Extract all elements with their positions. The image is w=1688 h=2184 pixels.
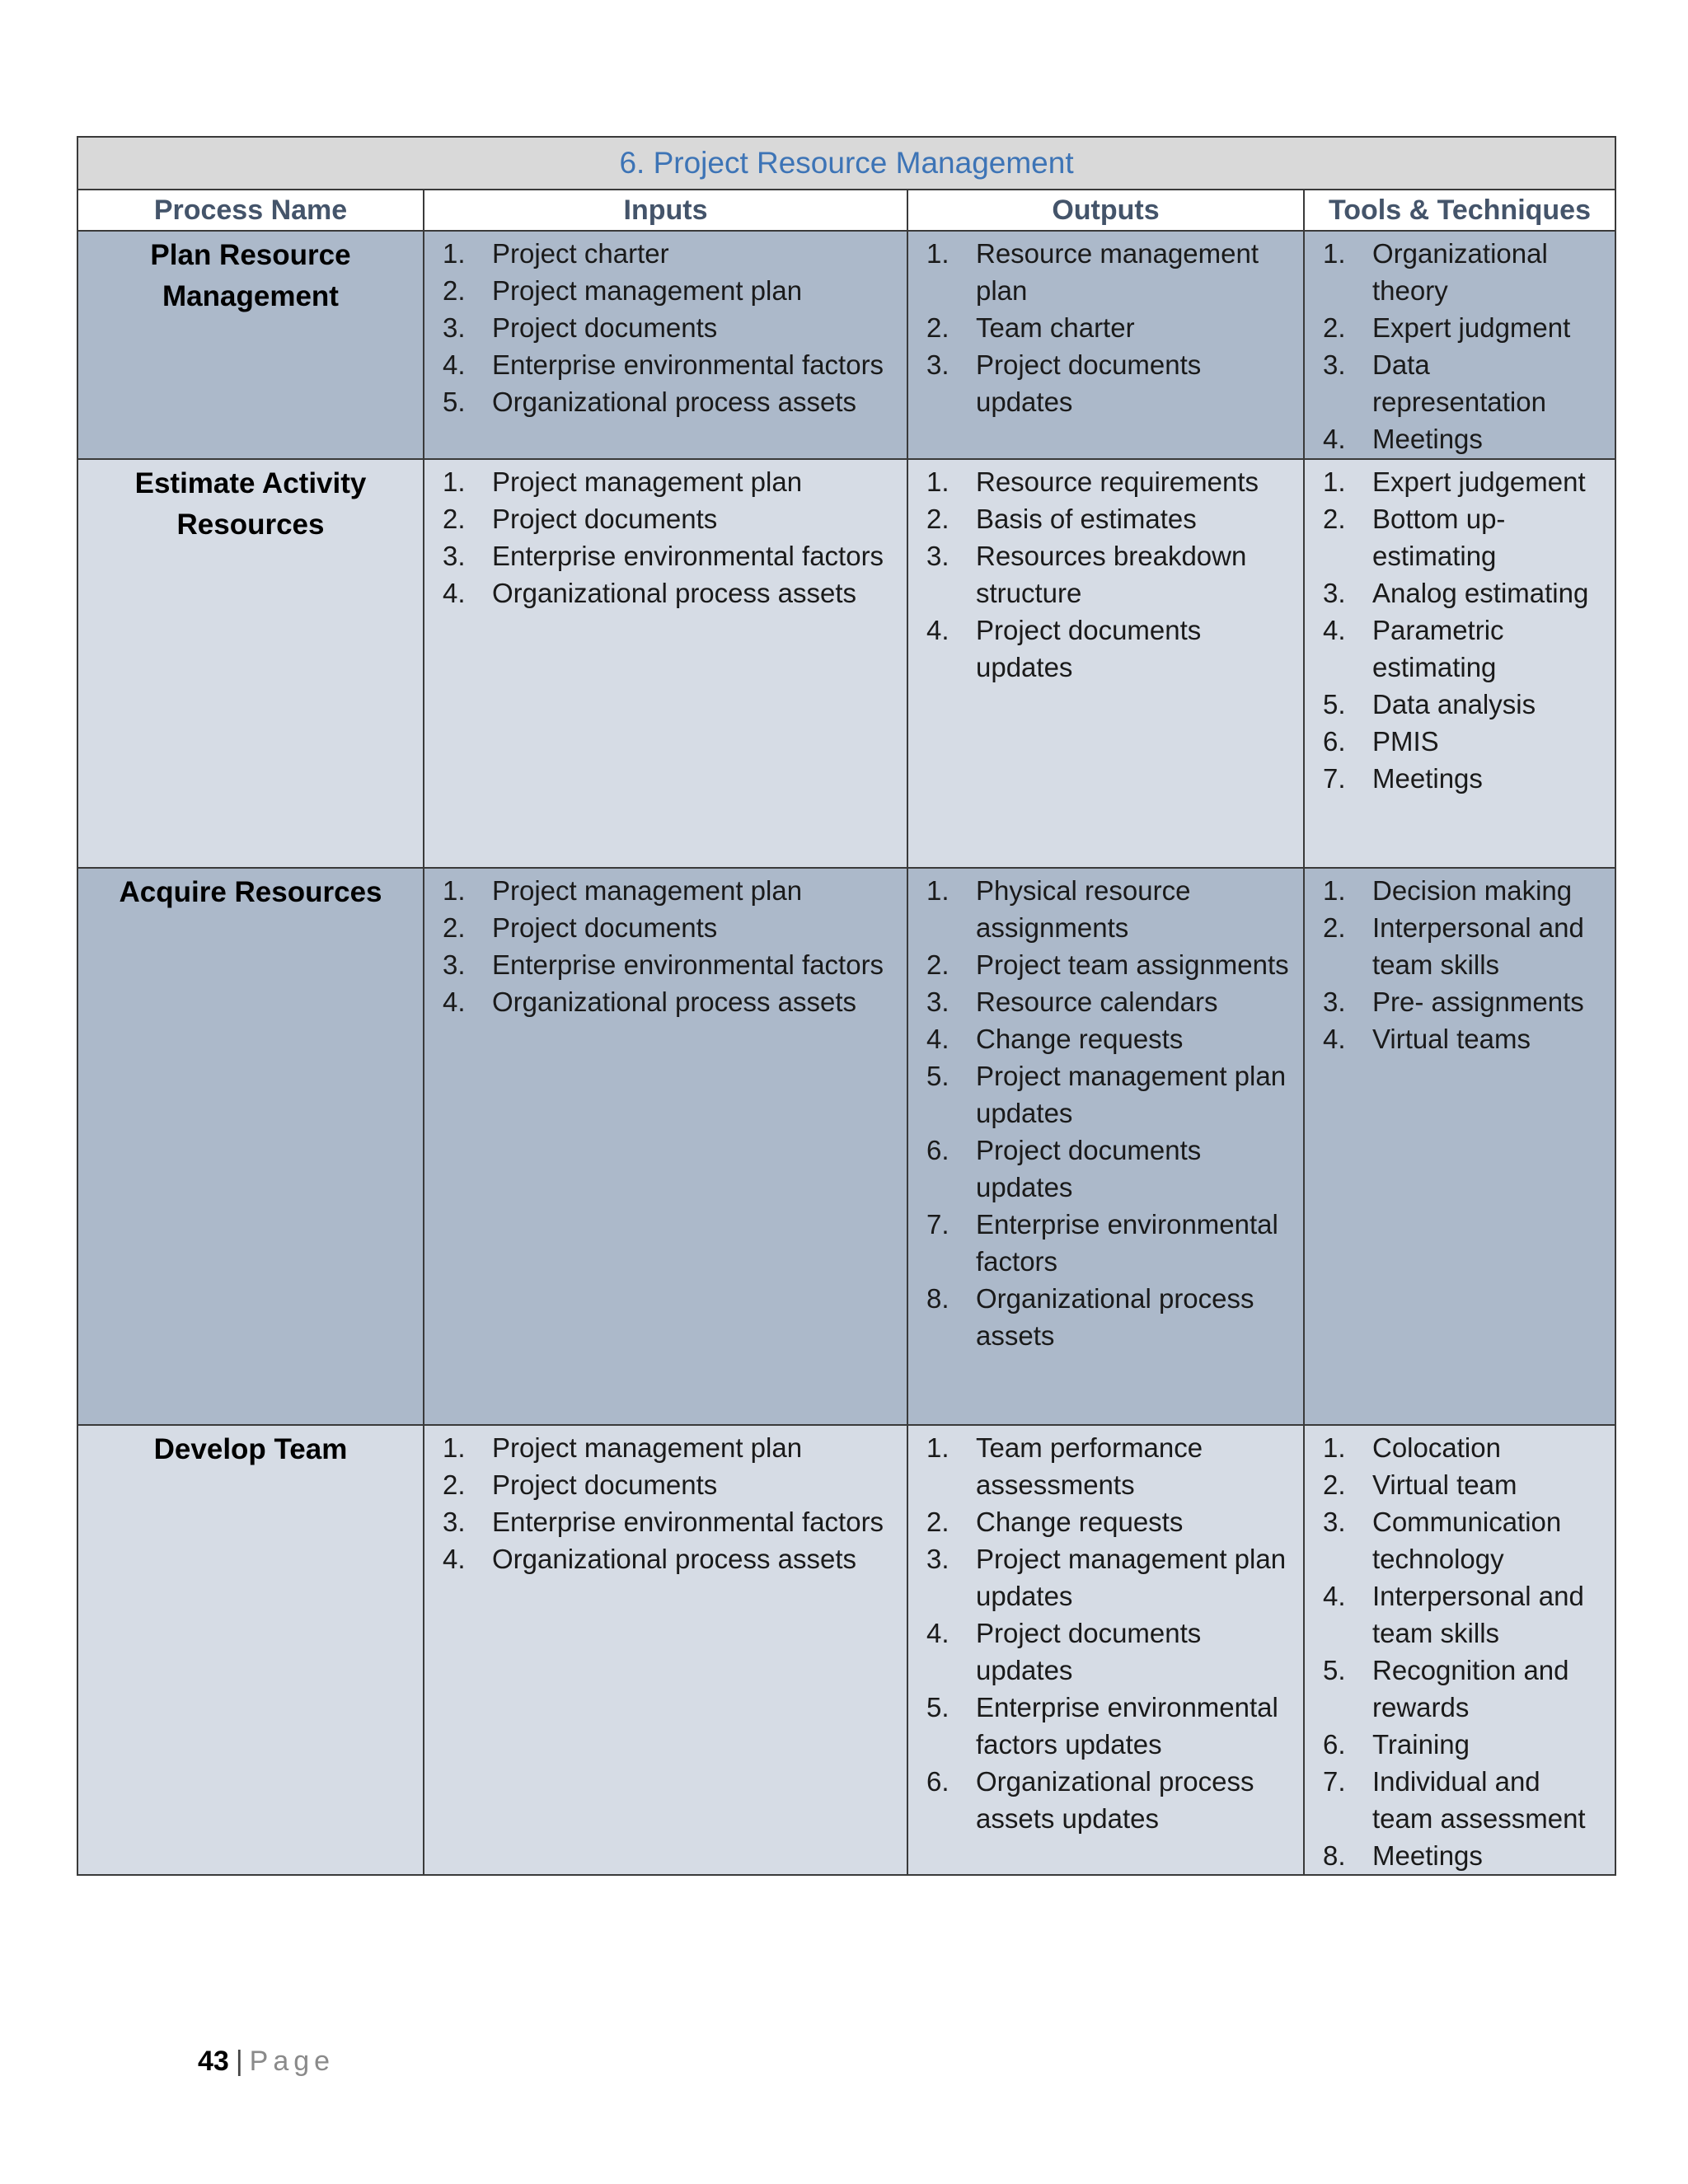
- list-item: [1323, 1577, 1608, 1652]
- list-item-number: 4.: [1323, 1581, 1346, 1611]
- list-item-text: Project documents updates: [976, 1618, 1202, 1685]
- inputs-list: [424, 1426, 907, 1577]
- list-item-text: Meetings: [1372, 424, 1483, 454]
- list-item-number: 8.: [1323, 1840, 1346, 1871]
- list-item-number: 2.: [443, 912, 466, 943]
- list-item-number: 4.: [443, 1544, 466, 1574]
- list-item: [443, 235, 900, 272]
- list-item: [926, 1020, 1296, 1057]
- inputs-cell: [424, 459, 907, 868]
- list-item-text: Resources breakdown structure: [976, 541, 1247, 608]
- list-item: [926, 983, 1296, 1020]
- process-name-cell: Acquire Resources: [77, 868, 424, 1425]
- list-item: [926, 1057, 1296, 1132]
- list-item: [443, 537, 900, 574]
- list-item-number: 3.: [443, 949, 466, 980]
- list-item-text: Training: [1372, 1729, 1470, 1760]
- list-item: [1323, 612, 1608, 686]
- table-row: [77, 459, 1615, 868]
- list-item-text: Bottom up-estimating: [1372, 504, 1506, 571]
- list-item-number: 3.: [926, 541, 950, 571]
- resource-management-table: [77, 136, 1616, 1876]
- list-item: [926, 872, 1296, 946]
- list-item-number: 7.: [1323, 1766, 1346, 1797]
- table-title: 6. Project Resource Management: [77, 137, 1615, 190]
- list-item-number: 4.: [443, 578, 466, 608]
- list-item-number: 3.: [443, 541, 466, 571]
- list-item: [443, 1503, 900, 1540]
- list-item-number: 3.: [1323, 578, 1346, 608]
- list-item: [926, 612, 1296, 686]
- list-item-text: Enterprise environmental factors updates: [976, 1692, 1278, 1760]
- outputs-cell: [907, 459, 1304, 868]
- list-item: [926, 1615, 1296, 1689]
- list-item-text: Project documents updates: [976, 1135, 1202, 1202]
- list-item-text: Project documents: [492, 504, 718, 534]
- list-item-text: Individual and team assessment: [1372, 1766, 1586, 1834]
- list-item-text: Recognition and rewards: [1372, 1655, 1569, 1722]
- list-item: [926, 500, 1296, 537]
- tools-list: [1305, 460, 1615, 797]
- list-item-text: Organizational process assets updates: [976, 1766, 1254, 1834]
- list-item-text: Parametric estimating: [1372, 615, 1504, 682]
- list-item-text: Basis of estimates: [976, 504, 1197, 534]
- list-item: [443, 872, 900, 909]
- outputs-cell: [907, 231, 1304, 459]
- list-item-number: 6.: [926, 1135, 950, 1165]
- list-item: [1323, 1652, 1608, 1726]
- table-body: [77, 231, 1615, 1875]
- table-row: [77, 1425, 1615, 1875]
- list-item: [1323, 463, 1608, 500]
- list-item: [443, 946, 900, 983]
- list-item-number: 1.: [1323, 875, 1346, 906]
- list-item-text: Enterprise environmental factors: [492, 949, 884, 980]
- list-item-number: 4.: [1323, 615, 1346, 645]
- list-item-number: 4.: [926, 615, 950, 645]
- list-item-text: Meetings: [1372, 763, 1483, 794]
- list-item-number: 4.: [443, 987, 466, 1017]
- page-label: Page: [249, 2046, 335, 2077]
- list-item-text: Enterprise environmental factors: [492, 1507, 884, 1537]
- list-item-text: Expert judgement: [1372, 466, 1586, 497]
- list-item-number: 6.: [1323, 1729, 1346, 1760]
- list-item: [443, 983, 900, 1020]
- list-item-text: Enterprise environmental factors: [492, 349, 884, 380]
- inputs-cell: [424, 868, 907, 1425]
- list-item-text: Change requests: [976, 1024, 1184, 1054]
- list-item-text: Enterprise environmental factors: [976, 1209, 1278, 1277]
- table-row: [77, 231, 1615, 459]
- outputs-list: [908, 460, 1303, 686]
- column-header-tools-techniques: Tools & Techniques: [1304, 190, 1615, 231]
- list-item-number: 2.: [443, 504, 466, 534]
- list-item: [1323, 500, 1608, 574]
- list-item-number: 1.: [443, 238, 466, 269]
- list-item-text: Resource calendars: [976, 987, 1218, 1017]
- list-item-text: Resource management plan: [976, 238, 1259, 306]
- list-item-number: 1.: [1323, 1432, 1346, 1463]
- process-name-cell: Estimate Activity Resources: [77, 459, 424, 868]
- list-item-number: 1.: [926, 875, 950, 906]
- list-item-text: Resource requirements: [976, 466, 1259, 497]
- list-item-number: 5.: [926, 1692, 950, 1722]
- process-name-cell: Develop Team: [77, 1425, 424, 1875]
- list-item-text: Project team assignments: [976, 949, 1289, 980]
- list-item: [443, 272, 900, 309]
- list-item-text: Organizational process assets: [492, 987, 857, 1017]
- list-item-number: 4.: [1323, 1024, 1346, 1054]
- list-item-text: Organizational theory: [1372, 238, 1548, 306]
- page-footer: [198, 2046, 335, 2078]
- list-item: [926, 1689, 1296, 1763]
- list-item-text: Project management plan updates: [976, 1544, 1287, 1611]
- list-item-text: Organizational process assets: [492, 387, 857, 417]
- list-item: [1323, 872, 1608, 909]
- process-name-cell: Plan Resource Management: [77, 231, 424, 459]
- outputs-cell: [907, 868, 1304, 1425]
- list-item: [926, 235, 1296, 309]
- inputs-list: [424, 869, 907, 1020]
- list-item-number: 4.: [926, 1024, 950, 1054]
- list-item: [1323, 1466, 1608, 1503]
- list-item-number: 2.: [443, 275, 466, 306]
- list-item-text: Expert judgment: [1372, 312, 1571, 343]
- column-header-outputs: Outputs: [907, 190, 1304, 231]
- list-item-number: 1.: [443, 466, 466, 497]
- list-item-number: 1.: [926, 466, 950, 497]
- list-item-number: 4.: [1323, 424, 1346, 454]
- list-item-text: Meetings: [1372, 1840, 1483, 1871]
- list-item: [926, 1503, 1296, 1540]
- list-item: [443, 500, 900, 537]
- list-item: [926, 537, 1296, 612]
- list-item-number: 7.: [1323, 763, 1346, 794]
- inputs-list: [424, 232, 907, 420]
- list-item: [926, 946, 1296, 983]
- list-item: [1323, 1020, 1608, 1057]
- list-item-number: 5.: [926, 1061, 950, 1091]
- list-item-number: 3.: [926, 1544, 950, 1574]
- list-item-number: 4.: [926, 1618, 950, 1648]
- list-item-number: 2.: [926, 312, 950, 343]
- list-item-number: 2.: [926, 949, 950, 980]
- list-item-number: 1.: [1323, 466, 1346, 497]
- column-header-process-name: Process Name: [77, 190, 424, 231]
- outputs-list: [908, 232, 1303, 420]
- list-item-number: 1.: [443, 1432, 466, 1463]
- list-item: [1323, 309, 1608, 346]
- list-item-text: PMIS: [1372, 726, 1439, 757]
- list-item-number: 3.: [926, 987, 950, 1017]
- list-item-text: Organizational process assets: [492, 1544, 857, 1574]
- list-item: [926, 1540, 1296, 1615]
- list-item: [1323, 983, 1608, 1020]
- list-item-number: 6.: [926, 1766, 950, 1797]
- list-item-text: Team performance assessments: [976, 1432, 1203, 1500]
- list-item: [443, 574, 900, 612]
- list-item-number: 3.: [926, 349, 950, 380]
- outputs-cell: [907, 1425, 1304, 1875]
- list-item: [1323, 1503, 1608, 1577]
- list-item-text: Analog estimating: [1372, 578, 1589, 608]
- list-item-number: 5.: [1323, 689, 1346, 719]
- list-item-text: Pre- assignments: [1372, 987, 1584, 1017]
- list-item-text: Project management plan: [492, 875, 803, 906]
- list-item: [1323, 235, 1608, 309]
- inputs-list: [424, 460, 907, 612]
- list-item-number: 1.: [1323, 238, 1346, 269]
- list-item-number: 5.: [443, 387, 466, 417]
- list-item: [926, 1206, 1296, 1280]
- list-item: [1323, 1429, 1608, 1466]
- list-item: [443, 309, 900, 346]
- list-item-number: 3.: [443, 1507, 466, 1537]
- tools-cell: [1304, 231, 1615, 459]
- list-item-text: Colocation: [1372, 1432, 1501, 1463]
- list-item-text: Project documents: [492, 1469, 718, 1500]
- list-item-text: Enterprise environmental factors: [492, 541, 884, 571]
- list-item-text: Virtual teams: [1372, 1024, 1531, 1054]
- list-item-number: 2.: [1323, 312, 1346, 343]
- list-item-number: 2.: [926, 1507, 950, 1537]
- column-header-inputs: Inputs: [424, 190, 907, 231]
- list-item: [1323, 760, 1608, 797]
- list-item-text: Project management plan: [492, 1432, 803, 1463]
- list-item: [926, 463, 1296, 500]
- list-item-number: 1.: [926, 238, 950, 269]
- list-item: [443, 1540, 900, 1577]
- list-item-text: Decision making: [1372, 875, 1573, 906]
- list-item: [1323, 1837, 1608, 1874]
- list-item-text: Project documents: [492, 312, 718, 343]
- list-item: [1323, 420, 1608, 457]
- list-item-number: 5.: [1323, 1655, 1346, 1685]
- list-item-text: Virtual team: [1372, 1469, 1517, 1500]
- tools-list: [1305, 232, 1615, 457]
- list-item: [1323, 1763, 1608, 1837]
- list-item-text: Project management plan updates: [976, 1061, 1287, 1128]
- list-item-text: Communication technology: [1372, 1507, 1562, 1574]
- page-number: 43: [198, 2046, 229, 2077]
- list-item-number: 3.: [1323, 987, 1346, 1017]
- list-item: [1323, 574, 1608, 612]
- list-item-number: 2.: [443, 1469, 466, 1500]
- list-item: [926, 1280, 1296, 1354]
- list-item: [1323, 909, 1608, 983]
- inputs-cell: [424, 231, 907, 459]
- list-item-number: 2.: [926, 504, 950, 534]
- list-item-number: 2.: [1323, 1469, 1346, 1500]
- list-item-number: 8.: [926, 1283, 950, 1314]
- list-item-text: Change requests: [976, 1507, 1184, 1537]
- list-item-number: 3.: [1323, 1507, 1346, 1537]
- list-item-number: 1.: [443, 875, 466, 906]
- list-item-text: Physical resource assignments: [976, 875, 1191, 943]
- list-item-number: 1.: [926, 1432, 950, 1463]
- list-item-text: Project documents updates: [976, 615, 1202, 682]
- list-item-text: Project management plan: [492, 466, 803, 497]
- tools-cell: [1304, 1425, 1615, 1875]
- outputs-list: [908, 869, 1303, 1354]
- list-item: [926, 1763, 1296, 1837]
- tools-list: [1305, 869, 1615, 1057]
- tools-cell: [1304, 868, 1615, 1425]
- list-item-number: 2.: [1323, 912, 1346, 943]
- list-item: [926, 1132, 1296, 1206]
- tools-cell: [1304, 459, 1615, 868]
- list-item: [443, 383, 900, 420]
- list-item: [443, 463, 900, 500]
- list-item: [443, 909, 900, 946]
- list-item-text: Project documents updates: [976, 349, 1202, 417]
- list-item-number: 3.: [1323, 349, 1346, 380]
- outputs-list: [908, 1426, 1303, 1837]
- list-item-number: 7.: [926, 1209, 950, 1240]
- list-item-number: 3.: [443, 312, 466, 343]
- list-item: [443, 346, 900, 383]
- list-item-number: 2.: [1323, 504, 1346, 534]
- tools-list: [1305, 1426, 1615, 1874]
- list-item: [1323, 1726, 1608, 1763]
- list-item-text: Project documents: [492, 912, 718, 943]
- list-item: [443, 1429, 900, 1466]
- list-item: [443, 1466, 900, 1503]
- list-item: [1323, 686, 1608, 723]
- list-item-text: Project management plan: [492, 275, 803, 306]
- list-item: [926, 346, 1296, 420]
- list-item-text: Interpersonal and team skills: [1372, 912, 1584, 980]
- table-row: [77, 868, 1615, 1425]
- list-item: [926, 1429, 1296, 1503]
- list-item-text: Data representation: [1372, 349, 1546, 417]
- list-item-text: Organizational process assets: [492, 578, 857, 608]
- list-item-number: 4.: [443, 349, 466, 380]
- inputs-cell: [424, 1425, 907, 1875]
- footer-separator: |: [235, 2046, 243, 2077]
- list-item-text: Data analysis: [1372, 689, 1536, 719]
- list-item: [1323, 723, 1608, 760]
- list-item-text: Team charter: [976, 312, 1135, 343]
- list-item-text: Project charter: [492, 238, 669, 269]
- list-item: [1323, 346, 1608, 420]
- list-item: [926, 309, 1296, 346]
- list-item-text: Organizational process assets: [976, 1283, 1254, 1351]
- list-item-number: 6.: [1323, 726, 1346, 757]
- list-item-text: Interpersonal and team skills: [1372, 1581, 1584, 1648]
